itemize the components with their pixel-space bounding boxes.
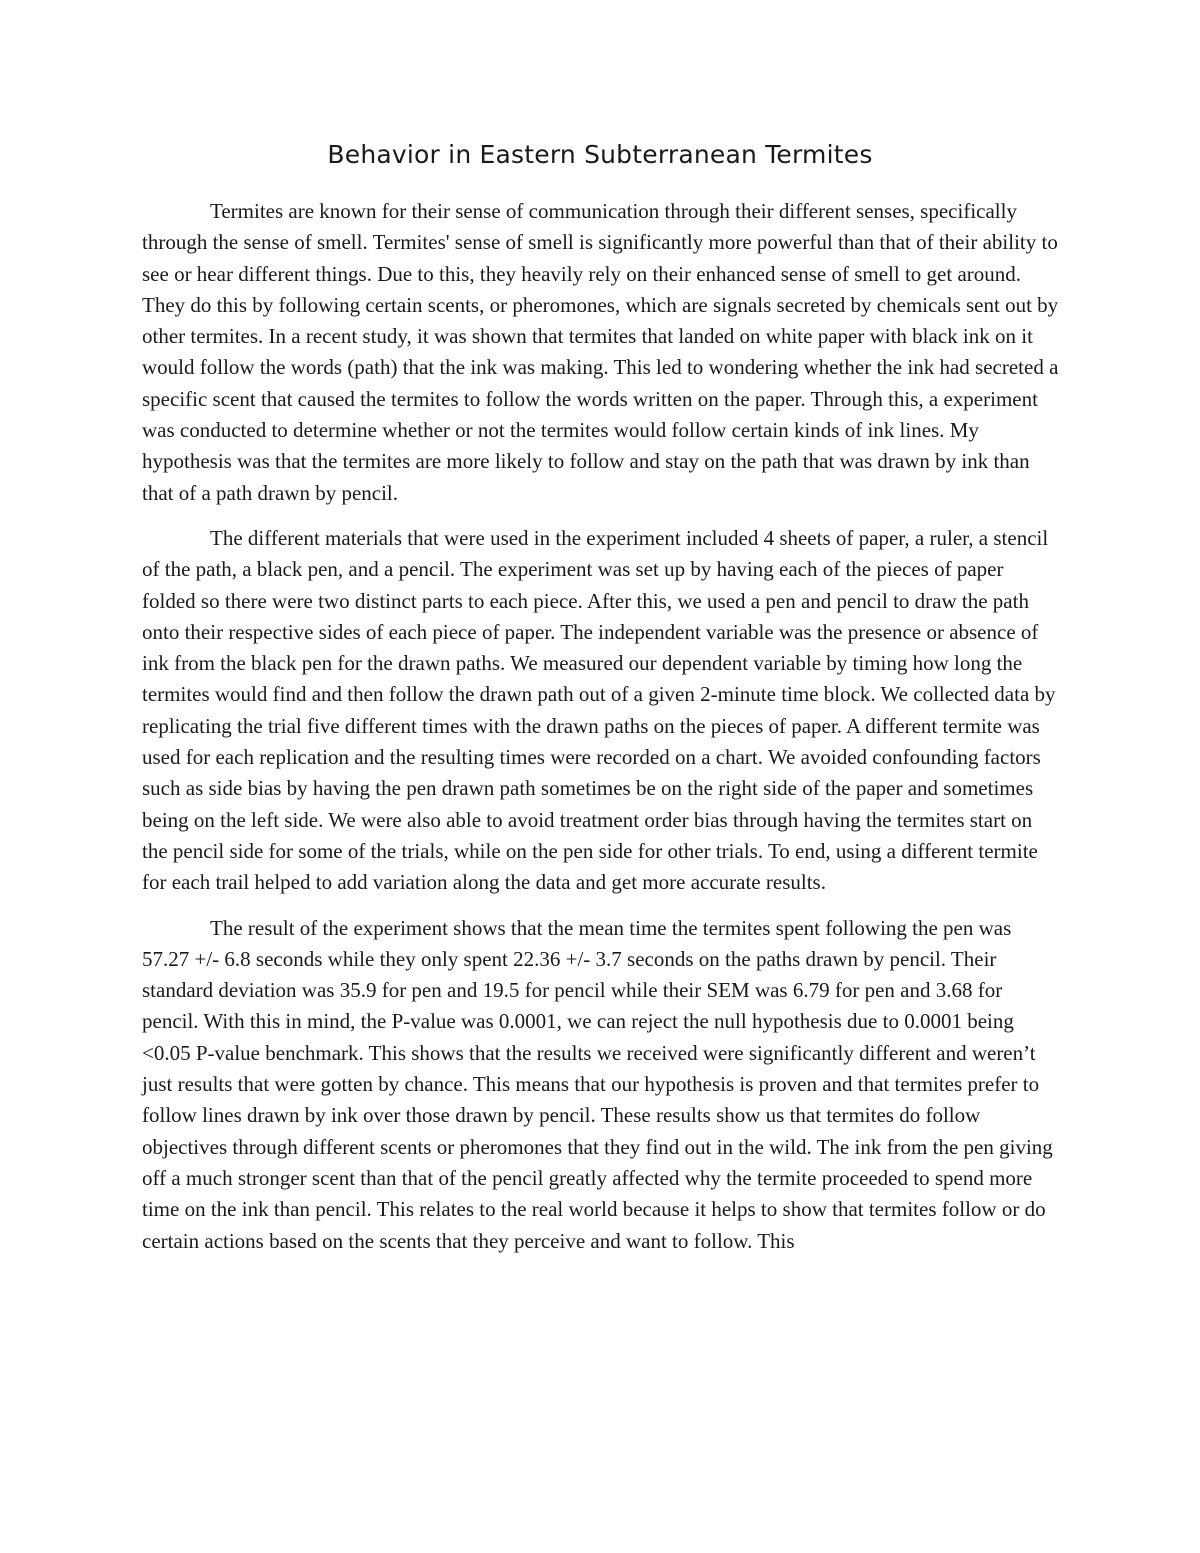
paragraph-results: The result of the experiment shows that the mean time the termites spent following the pen was 57.27 +/- 6.8 seconds while they only spent 22.36 +/- 3.7 seconds on the paths drawn by pencil. Their standard deviation was 35.9 for pen and 19.5 for pencil while their SEM was 6.79 for pen and 3.68 for pencil. With this in mind, the P-value was 0.0001, we can reject the null hypothesis due to 0.0001 being <0.05 P-value benchmark. This shows that the results we received were significantly different and weren’t just results that were gotten by chance. This means that our hypothesis is proven and that termites prefer to follow lines drawn by ink over those drawn by pencil. These results show us that termites do follow objectives through different scents or pheromones that they find out in the wild. The ink from the pen giving off a much stronger scent than that of the pencil greatly affected why the termite proceeded to spend more time on the ink than pencil. This relates to the real world because it helps to show that termites follow or do certain actions based on the scents that they perceive and want to follow. This <box>142 915 1053 1253</box>
paragraph-introduction: Termites are known for their sense of communication through their different senses, specifically through the sense of smell. Termites' sense of smell is significantly more powerful than that of their ability to see or hear different things. Due to this, they heavily rely on their enhanced sense of smell to get around. They do this by following certain scents, or pheromones, which are signals secreted by chemicals sent out by other termites. In a recent study, it was shown that termites that landed on white paper with black ink on it would follow the words (path) that the ink was making. This led to wondering whether the ink had secreted a specific scent that caused the termites to follow the words written on the paper. Through this, a experiment was conducted to determine whether or not the termites would follow certain kinds of ink lines. My hypothesis was that the termites are more likely to follow and stay on the path that was drawn by ink than that of a path drawn by pencil. <box>142 199 1059 505</box>
document-body <box>142 196 1062 1271</box>
document-title: Behavior in Eastern Subterranean Termites <box>327 140 873 169</box>
paragraph-methods: The different materials that were used in the experiment included 4 sheets of paper, a ruler, a stencil of the path, a black pen, and a pencil. The experiment was set up by having each of the pieces of paper folded so there were two distinct parts to each piece. After this, we used a pen and pencil to draw the path onto their respective sides of each piece of paper. The independent variable was the presence or absence of ink from the black pen for the drawn paths. We measured our dependent variable by timing how long the termites would find and then follow the drawn path out of a given 2-minute time block. We collected data by replicating the trial five different times with the drawn paths on the pieces of paper. A different termite was used for each replication and the resulting times were recorded on a chart. We avoided confounding factors such as side bias by having the pen drawn path sometimes be on the right side of the paper and sometimes being on the left side. We were also able to avoid treatment order bias through having the termites start on the pencil side for some of the trials, while on the pen side for other trials. To end, using a different termite for each trail helped to add variation along the data and get more accurate results. <box>142 525 1056 895</box>
